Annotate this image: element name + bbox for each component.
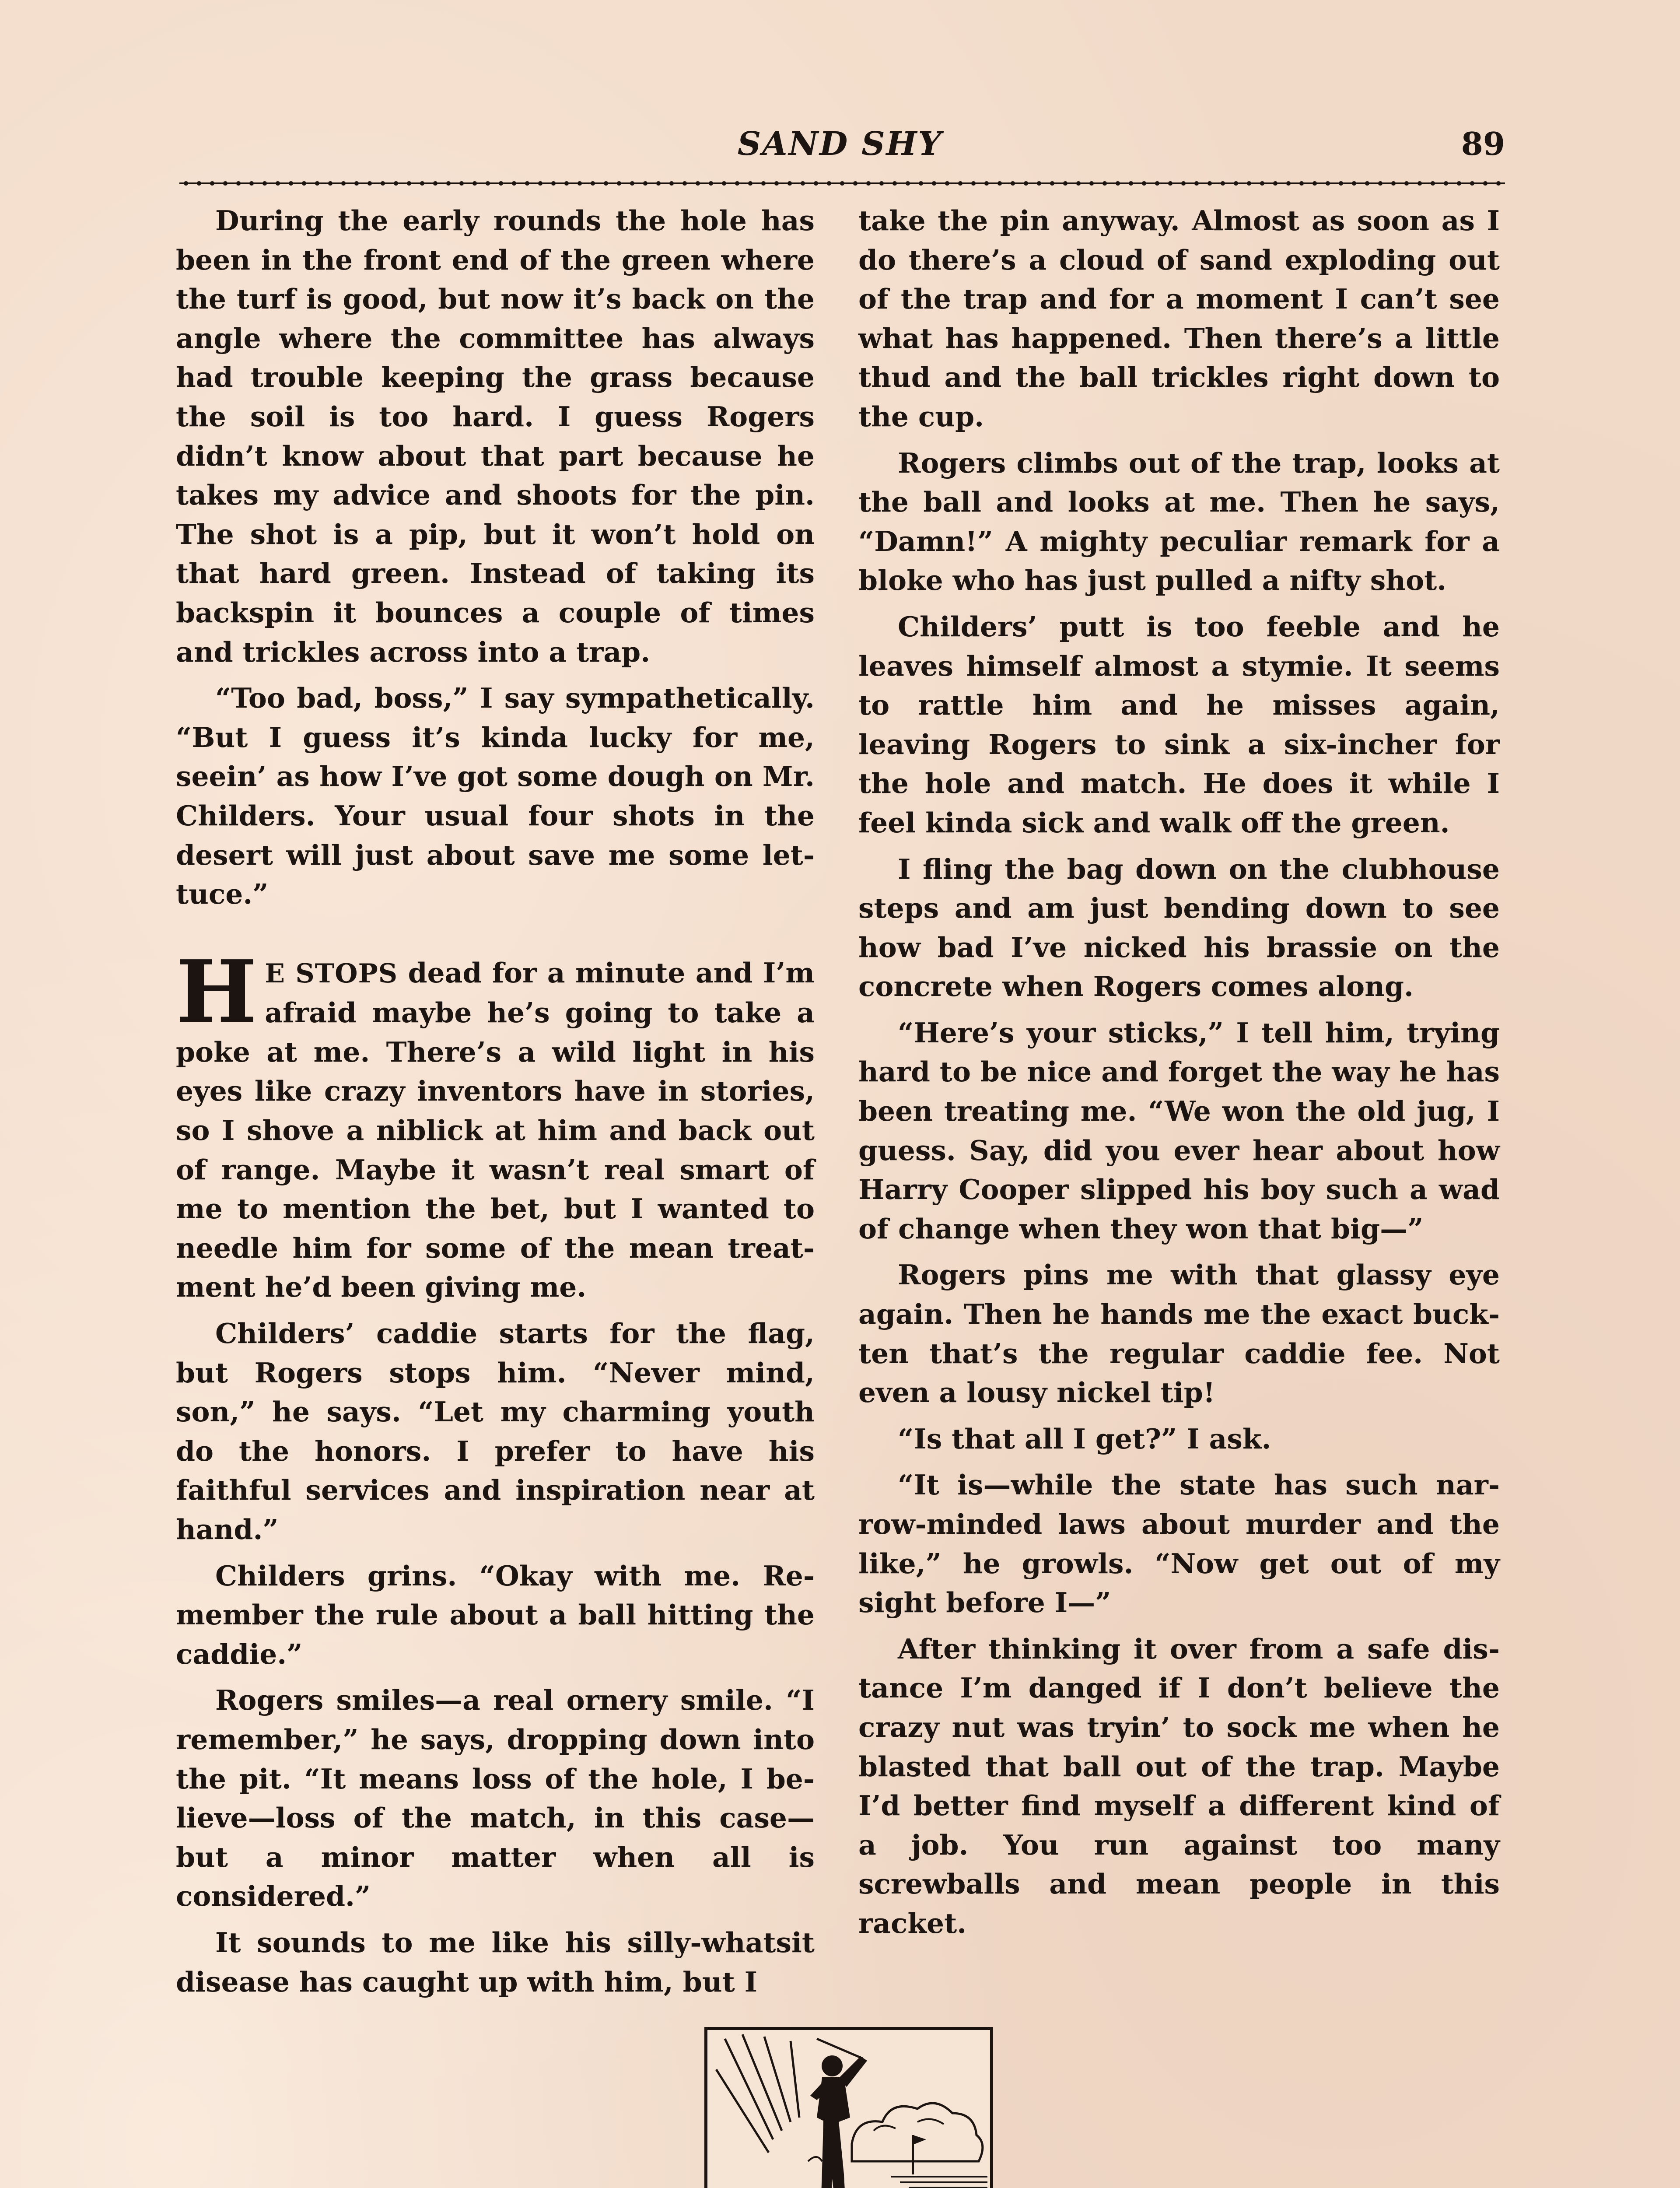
paragraph: Childers’ putt is too feeble and he leaves himself almost a stymie. It seems to rattle him and he misses again, leaving Rogers to sink a six-incher for the hole and match. He does it while I feel kinda sick and walk off the green. [858,610,1500,839]
paragraph: take the pin anyway. Almost as soon as I do there’s a cloud of sand exploding out of the trap and for a moment I can’t see what has happened. Then there’s a little thud and the ball trickles right down to the cup. [858,204,1500,433]
paragraph: “Too bad, boss,” I say sympathetically. “But I guess it’s kinda lucky for me, seein’ as how I’ve got some dough on Mr. Childers. Your usual four shots in the desert will just about save me some lettuce.” [176,682,815,911]
paragraph: Rogers smiles—a real ornery smile. “I remember,” he says, dropping down into the pit. “It means loss of the hole, I believe—loss of the match, in this case—but a minor matter when all is considered.” [176,1684,815,1913]
ornamental-divider [179,180,1505,186]
paragraph: Rogers climbs out of the trap, looks at the ball and looks at me. Then he says, “Damn!” A mighty peculiar remark for a bloke who has just pulled a nifty shot. [858,446,1500,597]
paragraph-text: dead for a minute and I’m afraid maybe he’s going to take a poke at me. There’s a wild light in his eyes like crazy inventors have in stories, so I shove a niblick at him and back out of range. Maybe it wasn’t real smart of me to mention the bet, but I wanted to needle him for some of the mean treatment he’d been giving me. [176,956,815,1304]
page-number: 89 [1461,125,1505,162]
paragraph: Rogers pins me with that glassy eye again. Then he hands me the exact buckten that’s the regular caddie fee. Not even a lousy nickel tip! [858,1259,1500,1409]
right-column [858,201,1500,1950]
drop-cap: H [176,941,257,1042]
paragraph: Childers’ caddie starts for the flag, but Rogers stops him. “Never mind, son,” he says. “Let my charming youth do the honors. I prefer to have his faithful services and inspiration near at hand.” [176,1317,815,1546]
paragraph: During the early rounds the hole has been in the front end of the green where the turf is good, but now it’s back on the angle where the committee has always had trouble keeping the grass because the soil is too hard. I guess Rogers didn’t know about that part because he takes my advice and shoots for the pin. The shot is a pip, but it won’t hold on that hard green. Instead of taking its backspin it bounces a couple of times and trickles across into a trap. [176,204,815,668]
running-title: SAND SHY [737,125,943,163]
paragraph: It sounds to me like his silly-whatsit disease has caught up with him, but I [176,1926,815,1998]
page-header [175,125,1505,173]
paragraph: “Here’s your sticks,” I tell him, trying hard to be nice and forget the way he has been treating me. “We won the old jug, I guess. Say, did you ever hear about how Harry Cooper slipped his boy such a wad of change when they won that big—” [858,1016,1500,1245]
paragraph: “It is—while the state has such narrow-minded laws about murder and the like,” he growls. “Now get out of my sight before I—” [858,1469,1500,1619]
paragraph: “Is that all I get?” I ask. [898,1422,1271,1455]
small-caps-lead: E STOPS [265,958,398,989]
golfer-swinging-icon [707,2030,990,2188]
section-start-paragraph [176,941,815,1307]
paragraph: I fling the bag down on the clubhouse steps and am just bending down to see how bad I’ve nicked his brassie on the concrete when Rogers comes along. [858,852,1500,1003]
golfer-illustration [704,2027,993,2188]
paragraph: Childers grins. “Okay with me. Remember the rule about a ball hitting the caddie.” [176,1559,815,1670]
paragraph: After thinking it over from a safe distance I’m danged if I don’t believe the crazy nut was tryin’ to sock me when he blasted that ball out of the trap. Maybe I’d better find myself a different kind of a job. You run against too many screwballs and mean people in this racket. [858,1632,1500,1939]
left-column [176,201,815,2009]
